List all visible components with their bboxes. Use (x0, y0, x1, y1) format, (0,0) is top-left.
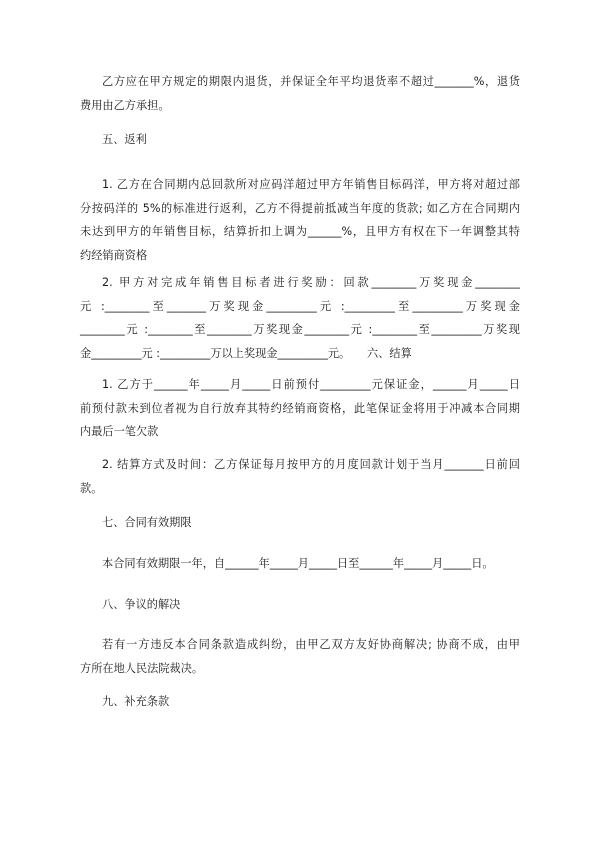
text-line: 若有一方违反本合同条款造成纠纷，由甲乙双方友好协商解决; 协商不成，由甲 (102, 638, 520, 651)
section-heading-dispute: 八、争议的解决 (102, 598, 181, 611)
section-heading-validity: 七、合同有效期限 (102, 516, 192, 529)
validity-paragraph (80, 552, 520, 576)
text-line: 款。 (80, 481, 103, 495)
dispute-paragraph (80, 633, 520, 680)
rebate-paragraph-2 (80, 271, 520, 365)
text-line: 方所在地人民法院裁决。 (80, 661, 204, 675)
settlement-paragraph-1 (80, 373, 520, 444)
text-line: 未达到甲方的年销售目标，结算折扣上调为______%，且甲方有权在下一年调整其特 (80, 225, 520, 238)
text-line: 2. 甲方对完成年销售目标者进行奖励：回款________万奖现金________ (102, 276, 520, 289)
return-policy-paragraph (80, 70, 520, 117)
text-line: 元 :________至_______万奖现金_________元 :_________至_________万奖现金 (80, 299, 520, 313)
text-line: 费用由乙方承担。 (80, 98, 170, 112)
text-line: 乙方应在甲方规定的期限内退货，并保证全年平均退货率不超过_______%，退货 (102, 75, 520, 88)
text-line: 2. 结算方式及时间：乙方保证每月按甲方的月度回款计划于当月_______日前回 (102, 458, 520, 471)
settlement-paragraph-2 (80, 453, 520, 500)
text-line: 约经销商资格 (80, 248, 148, 262)
rebate-paragraph-1 (80, 173, 520, 267)
text-line: 内最后一笔欠款 (80, 425, 159, 438)
text-line: 分按码洋的 5%的标准进行返利，乙方不得提前抵减当年度的货款; 如乙方在合同期内 (80, 201, 520, 215)
section-heading-rebate: 五、返利 (102, 133, 147, 146)
text-line: 金_________元 :_________万以上奖现金_________元。 六、结算 (80, 346, 412, 360)
text-line: 1. 乙方在合同期内总回款所对应码洋超过甲方年销售目标码洋，甲方将对超过部 (102, 178, 520, 191)
text-line: 前预付款未到位者视为自行放弃其特约经销商资格，此笔保证金将用于冲减本合同期 (80, 401, 520, 415)
section-heading-supplementary: 九、补充条款 (102, 695, 170, 708)
text-line: 1. 乙方于______年_____月_____日前预付_________元保证金，______月_____日 (102, 378, 520, 391)
text-line: ________元 :________至________万奖现金________元 :________至_________万奖现 (80, 323, 520, 336)
text-line: 本合同有效期限一年，自______年_____月_____日至______年_____月_____日。 (102, 557, 494, 570)
